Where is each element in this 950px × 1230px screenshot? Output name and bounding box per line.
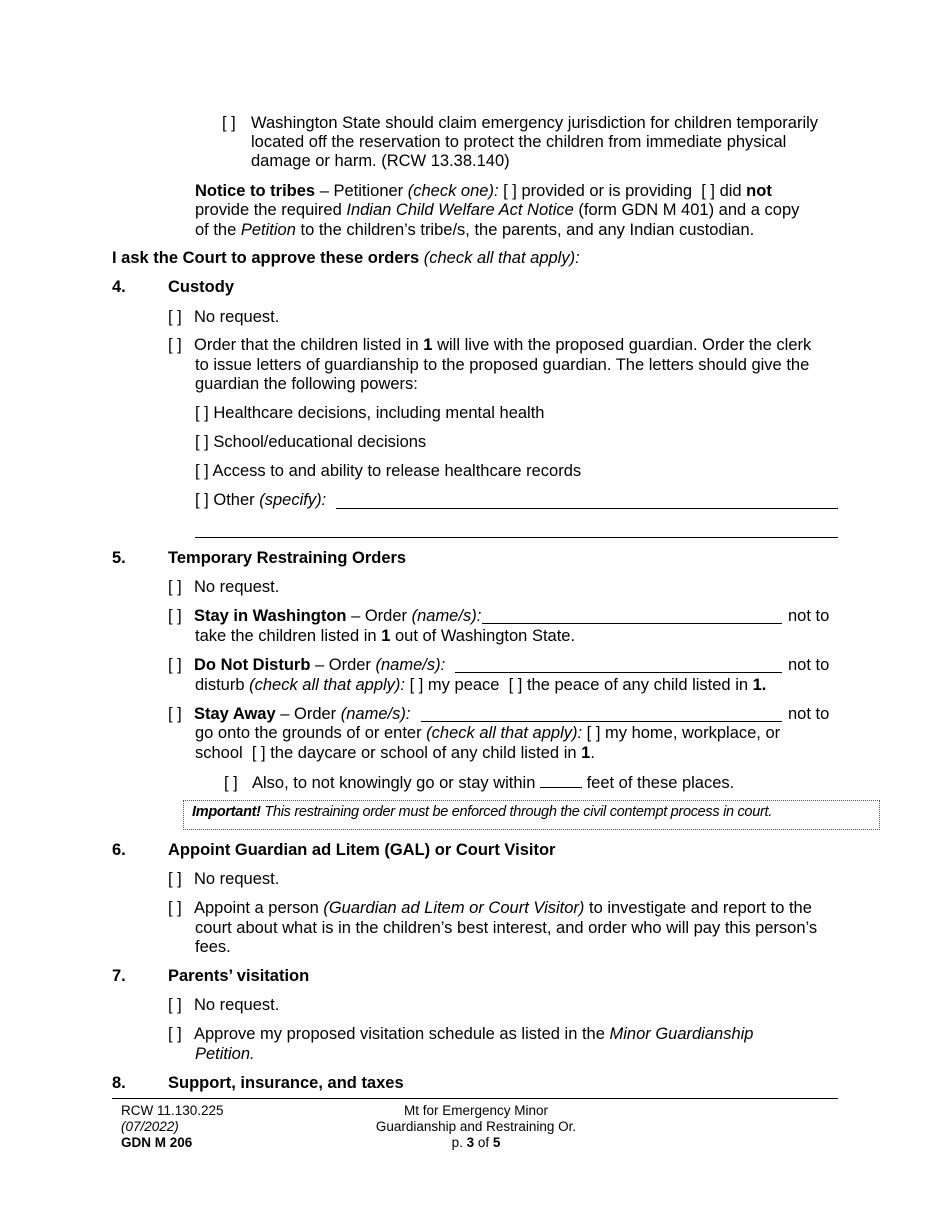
- visitation-line-2: Petition.: [195, 1045, 255, 1063]
- notice-line-1: Notice to tribes – Petitioner (check one): [ ] provided or is providing [ ] did not: [195, 182, 772, 200]
- stay-away-name-field[interactable]: [421, 721, 782, 722]
- section-6-number: 6.: [112, 841, 126, 859]
- footer-date: (07/2022): [121, 1119, 179, 1134]
- footer-page: p. 3 of 5: [451, 1135, 501, 1150]
- power-school[interactable]: [ ] School/educational decisions: [195, 433, 427, 451]
- footer-rcw: RCW 11.130.225: [121, 1103, 224, 1118]
- custody-order-line-2: to issue letters of guardianship to the proposed guardian. The letters should give the: [195, 356, 810, 374]
- restraining-no-request[interactable]: [ ] No request.: [168, 578, 280, 596]
- stay-away-line-3: school [ ] the daycare or school of any child listed in 1.: [195, 744, 595, 762]
- important-notice: Important! This restraining order must be enforced through the civil contempt process in court.: [183, 800, 880, 830]
- custody-order-line-3: guardian the following powers:: [195, 375, 418, 393]
- footer-title-2: Guardianship and Restraining Or.: [375, 1119, 577, 1134]
- gal-appoint[interactable]: [ ] Appoint a person (Guardian ad Litem or Court Visitor) to investigate and report to the: [168, 899, 812, 917]
- custody-order-line-1[interactable]: [ ] Order that the children listed in 1 will live with the proposed guardian. Order the clerk: [168, 336, 812, 354]
- checkbox: [ ]: [195, 404, 209, 422]
- power-other[interactable]: [ ] Other (specify):: [195, 491, 327, 509]
- section-5-number: 5.: [112, 549, 126, 567]
- emergency-line-3: damage or harm. (RCW 13.38.140): [251, 152, 510, 170]
- notice-line-2: provide the required Indian Child Welfare Act Notice (form GDN M 401) and a copy: [195, 201, 800, 219]
- emergency-checkbox[interactable]: [ ]: [222, 114, 236, 132]
- do-not-disturb-not-to: not to: [788, 656, 830, 674]
- checkbox: [ ]: [195, 491, 209, 509]
- visitation-approve[interactable]: [ ] Approve my proposed visitation schedule as listed in the Minor Guardianship: [168, 1025, 754, 1043]
- custody-no-request[interactable]: [ ] No request.: [168, 308, 280, 326]
- notice-did-not-checkbox[interactable]: [ ] did: [692, 182, 747, 200]
- also-distance[interactable]: [ ] Also, to not knowingly go or stay within feet of these places.: [224, 774, 735, 792]
- section-7-title: Parents’ visitation: [168, 967, 310, 985]
- section-7-number: 7.: [112, 967, 126, 985]
- do-not-disturb[interactable]: [ ] Do Not Disturb – Order (name/s):: [168, 656, 446, 674]
- gal-line-2: court about what is in the children’s best interest, and order who will pay this person’s: [195, 919, 818, 937]
- checkbox: [ ]: [168, 336, 182, 354]
- do-not-disturb-line-2: disturb (check all that apply): [ ] my peace [ ] the peace of any child listed in 1.: [195, 676, 767, 694]
- checkbox: [ ]: [168, 1025, 182, 1043]
- other-specify-line-1[interactable]: [336, 508, 838, 509]
- footer-form-number: GDN M 206: [121, 1135, 193, 1150]
- ask-heading: I ask the Court to approve these orders (check all that apply):: [112, 249, 580, 267]
- section-4-number: 4.: [112, 278, 126, 296]
- gal-line-3: fees.: [195, 938, 231, 956]
- stay-in-washington-name-field[interactable]: [482, 623, 782, 624]
- distance-feet-field[interactable]: [540, 772, 582, 788]
- checkbox: [ ]: [195, 433, 209, 451]
- footer-title-1: Mt for Emergency Minor: [403, 1103, 549, 1118]
- do-not-disturb-name-field[interactable]: [455, 672, 782, 673]
- section-4-title: Custody: [168, 278, 234, 296]
- gal-no-request[interactable]: [ ] No request.: [168, 870, 280, 888]
- checkbox: [ ]: [168, 578, 182, 596]
- checkbox: [ ]: [168, 705, 182, 723]
- section-8-title: Support, insurance, and taxes: [168, 1074, 404, 1092]
- checkbox: [ ]: [168, 308, 182, 326]
- stay-in-washington[interactable]: [ ] Stay in Washington – Order (name/s):: [168, 607, 482, 625]
- checkbox: [ ]: [168, 870, 182, 888]
- power-healthcare[interactable]: [ ] Healthcare decisions, including mental health: [195, 404, 545, 422]
- emergency-line-2: located off the reservation to protect the children from immediate physical: [251, 133, 787, 151]
- notice-line-3: of the Petition to the children’s tribe/s, the parents, and any Indian custodian.: [195, 221, 755, 239]
- checkbox: [ ]: [168, 656, 182, 674]
- stay-in-washington-not-to: not to: [788, 607, 830, 625]
- footer-rule: [112, 1098, 838, 1099]
- emergency-line-1: Washington State should claim emergency jurisdiction for children temporarily: [251, 114, 819, 132]
- stay-away-not-to: not to: [788, 705, 830, 723]
- visitation-no-request[interactable]: [ ] No request.: [168, 996, 280, 1014]
- checkbox: [ ]: [168, 899, 182, 917]
- stay-away[interactable]: [ ] Stay Away – Order (name/s):: [168, 705, 411, 723]
- section-6-title: Appoint Guardian ad Litem (GAL) or Court Visitor: [168, 841, 556, 859]
- checkbox: [ ]: [224, 774, 238, 792]
- checkbox: [ ]: [168, 996, 182, 1014]
- checkbox: [ ]: [168, 607, 182, 625]
- stay-away-line-2: go onto the grounds of or enter (check all that apply): [ ] my home, workplace, or: [195, 724, 781, 742]
- notice-provided-checkbox[interactable]: [ ]: [498, 182, 522, 200]
- section-5-title: Temporary Restraining Orders: [168, 549, 407, 567]
- section-8-number: 8.: [112, 1074, 126, 1092]
- stay-in-washington-line-2: take the children listed in 1 out of Washington State.: [195, 627, 576, 645]
- checkbox: [ ]: [195, 462, 209, 480]
- other-specify-line-2[interactable]: [195, 537, 838, 538]
- power-records[interactable]: [ ] Access to and ability to release healthcare records: [195, 462, 582, 480]
